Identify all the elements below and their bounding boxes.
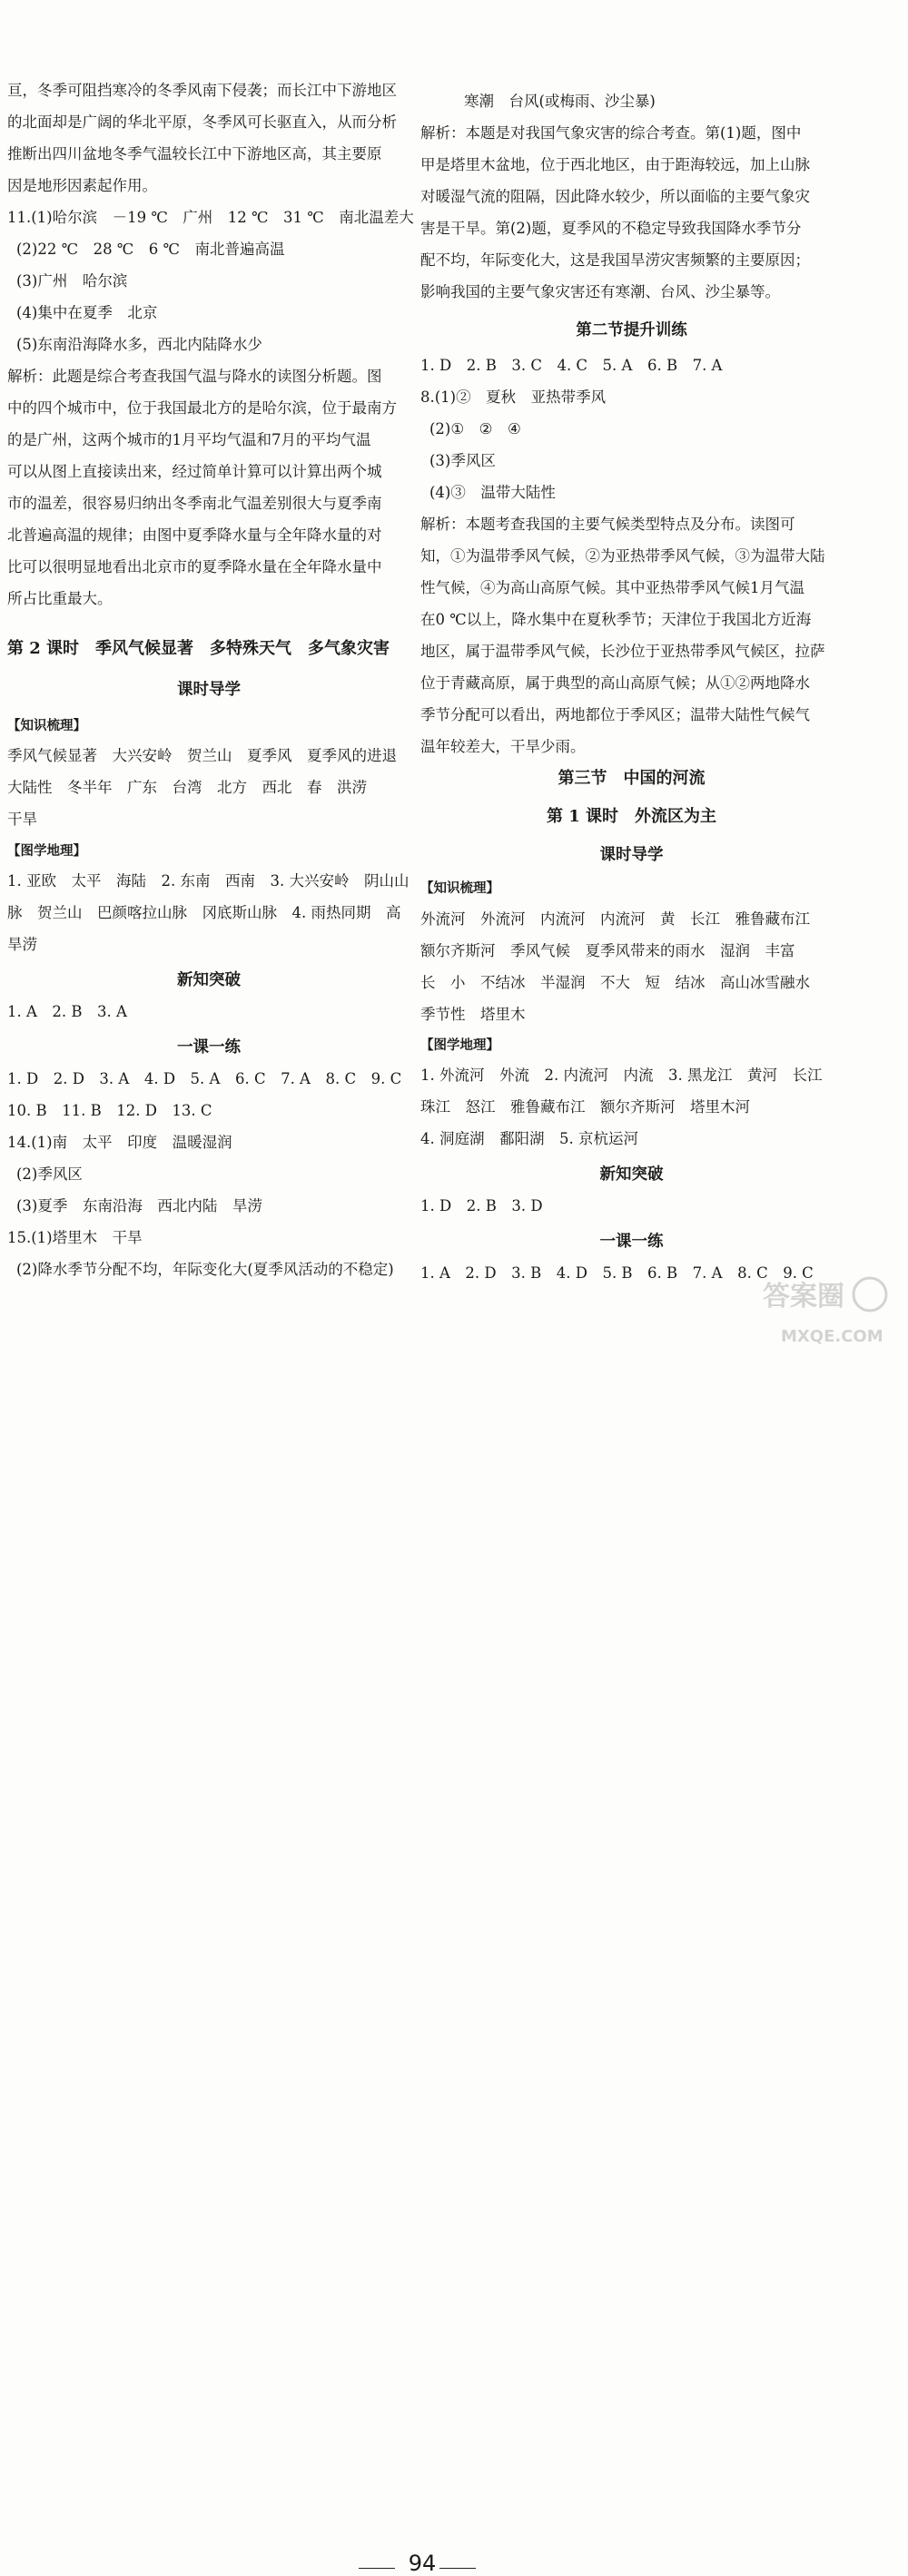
left-line: 旱涝 — [7, 936, 37, 953]
right-line: 一课一练 — [599, 1233, 664, 1251]
right-line: 课时导学 — [599, 846, 664, 864]
right-line: 甲是塔里木盆地，位于西北地区，由于距海较远，加上山脉 — [420, 156, 810, 173]
right-line: 对暖湿气流的阻隔，因此降水较少，所以面临的主要气象灾 — [420, 188, 810, 205]
left-line: 脉 贺兰山 巴颜喀拉山脉 冈底斯山脉 4. 雨热同期 高 — [7, 904, 401, 921]
right-line: 外流河 外流河 内流河 内流河 黄 长江 雅鲁藏布江 — [420, 910, 810, 928]
right-line: 1. D 2. B 3. D — [420, 1197, 543, 1214]
right-line: 寒潮 台风(或梅雨、沙尘暴) — [464, 93, 656, 110]
watermark-url: MXQE.COM — [781, 1327, 883, 1346]
right-line: 1. 外流河 外流 2. 内流河 内流 3. 黑龙江 黄河 长江 — [420, 1067, 823, 1084]
left-line: 解析：此题是综合考查我国气温与降水的读图分析题。图 — [7, 368, 382, 385]
right-line: (2)① ② ④ — [429, 420, 521, 438]
left-line: 14.(1)南 太平 印度 温暖湿润 — [7, 1134, 232, 1151]
footer-rule-right — [439, 2568, 476, 2569]
right-line: 第三节 中国的河流 — [558, 769, 706, 788]
right-line: 知，①为温带季风气候，②为亚热带季风气候，③为温带大陆 — [420, 547, 825, 565]
left-line: (3)夏季 东南沿海 西北内陆 旱涝 — [16, 1197, 262, 1214]
right-line: 4. 洞庭湖 鄱阳湖 5. 京杭运河 — [420, 1130, 638, 1147]
left-line: 所占比重最大。 — [7, 590, 113, 607]
left-line: 干旱 — [7, 811, 37, 828]
right-line: (3)季风区 — [429, 452, 496, 469]
right-line: 珠江 怒江 雅鲁藏布江 额尔齐斯河 塔里木河 — [420, 1098, 750, 1116]
left-line: 课时导学 — [177, 681, 241, 699]
left-line: 第 2 课时 季风气候显著 多特殊天气 多气象灾害 — [7, 639, 390, 658]
right-line: (4)③ 温带大陆性 — [429, 484, 556, 501]
left-line: 15.(1)塔里木 干旱 — [7, 1229, 143, 1246]
right-line: 额尔齐斯河 季风气候 夏季风带来的雨水 湿润 丰富 — [420, 942, 795, 959]
watermark-logo — [754, 1269, 890, 1351]
right-line: 【知识梳理】 — [420, 881, 499, 896]
left-line: 1. 亚欧 太平 海陆 2. 东南 西南 3. 大兴安岭 阴山山 — [7, 872, 410, 890]
right-line: 季节性 塔里木 — [420, 1006, 526, 1023]
page-number: 94 — [408, 2551, 437, 2576]
left-line: 10. B 11. B 12. D 13. C — [7, 1102, 212, 1119]
right-line: 8.(1)② 夏秋 亚热带季风 — [420, 388, 607, 406]
right-line: 第 1 课时 外流区为主 — [546, 807, 717, 826]
right-line: 第二节提升训练 — [576, 321, 687, 339]
left-line: 的是广州，这两个城市的1月平均气温和7月的平均气温 — [7, 431, 371, 448]
left-line: 市的温差，很容易归纳出冬季南北气温差别很大与夏季南 — [7, 495, 382, 512]
right-line: 在0 ℃以上，降水集中在夏秋季节；天津位于我国北方近海 — [420, 611, 812, 628]
left-line: 大陆性 冬半年 广东 台湾 北方 西北 春 洪涝 — [7, 779, 367, 796]
left-line: (2)季风区 — [16, 1165, 83, 1183]
right-line: 位于青藏高原，属于典型的高山高原气候；从①②两地降水 — [420, 674, 810, 692]
left-line: 【知识梳理】 — [7, 719, 86, 733]
right-line: 解析：本题是对我国气象灾害的综合考查。第(1)题，图中 — [420, 124, 802, 142]
left-line: 的北面却是广阔的华北平原，冬季风可长驱直入，从而分析 — [7, 113, 397, 131]
footer-rule-left — [359, 2568, 395, 2569]
left-line: 北普遍高温的规律；由图中夏季降水量与全年降水量的对 — [7, 526, 382, 544]
left-line: 1. A 2. B 3. A — [7, 1003, 127, 1020]
left-line: (2)22 ℃ 28 ℃ 6 ℃ 南北普遍高温 — [16, 241, 285, 258]
left-line: 可以从图上直接读出来，经过简单计算可以计算出两个城 — [7, 463, 382, 480]
left-line: 【图学地理】 — [7, 844, 86, 859]
left-line: (3)广州 哈尔滨 — [16, 272, 128, 290]
left-line: 亘，冬季可阻挡寒冷的冬季风南下侵袭；而长江中下游地区 — [7, 82, 397, 99]
right-line: 地区，属于温带季风气候，长沙位于亚热带季风气候区，拉萨 — [420, 643, 825, 660]
left-line: 1. D 2. D 3. A 4. D 5. A 6. C 7. A 8. C 9. C — [7, 1070, 402, 1087]
right-line: 影响我国的主要气象灾害还有寒潮、台风、沙尘暴等。 — [420, 283, 780, 300]
left-line: (4)集中在夏季 北京 — [16, 304, 158, 321]
right-line: 1. D 2. B 3. C 4. C 5. A 6. B 7. A — [420, 357, 723, 374]
left-line: 新知突破 — [177, 971, 241, 989]
right-line: 害是干旱。第(2)题，夏季风的不稳定导致我国降水季节分 — [420, 220, 802, 237]
right-line: 季节分配可以看出，两地都位于季风区；温带大陆性气候气 — [420, 706, 810, 723]
right-line: 性气候，④为高山高原气候。其中亚热带季风气候1月气温 — [420, 579, 804, 596]
left-line: 季风气候显著 大兴安岭 贺兰山 夏季风 夏季风的进退 — [7, 747, 397, 764]
left-line: 推断出四川盆地冬季气温较长江中下游地区高，其主要原 — [7, 145, 382, 162]
right-line: 1. A 2. D 3. B 4. D 5. B 6. B 7. A 8. C 9. C — [420, 1264, 814, 1282]
left-line: 一课一练 — [177, 1038, 241, 1057]
left-line: 11.(1)哈尔滨 －19 ℃ 广州 12 ℃ 31 ℃ 南北温差大 — [7, 209, 414, 226]
right-line: 新知突破 — [599, 1165, 664, 1184]
right-line: 【图学地理】 — [420, 1038, 499, 1053]
right-line: 长 小 不结冰 半湿润 不大 短 结冰 高山冰雪融水 — [420, 974, 810, 991]
left-line: (2)降水季节分配不均，年际变化大(夏季风活动的不稳定) — [16, 1261, 394, 1278]
left-line: 因是地形因素起作用。 — [7, 177, 157, 194]
watermark-title: 答案圈 — [763, 1281, 844, 1313]
right-line: 解析：本题考查我国的主要气候类型特点及分布。读图可 — [420, 516, 795, 533]
right-line: 温年较差大，干旱少雨。 — [420, 738, 586, 755]
left-line: 中的四个城市中，位于我国最北方的是哈尔滨，位于最南方 — [7, 399, 397, 417]
left-line: (5)东南沿海降水多，西北内陆降水少 — [16, 336, 262, 353]
right-line: 配不均，年际变化大，这是我国旱涝灾害频繁的主要原因； — [420, 251, 810, 269]
left-line: 比可以很明显地看出北京市的夏季降水量在全年降水量中 — [7, 558, 382, 575]
